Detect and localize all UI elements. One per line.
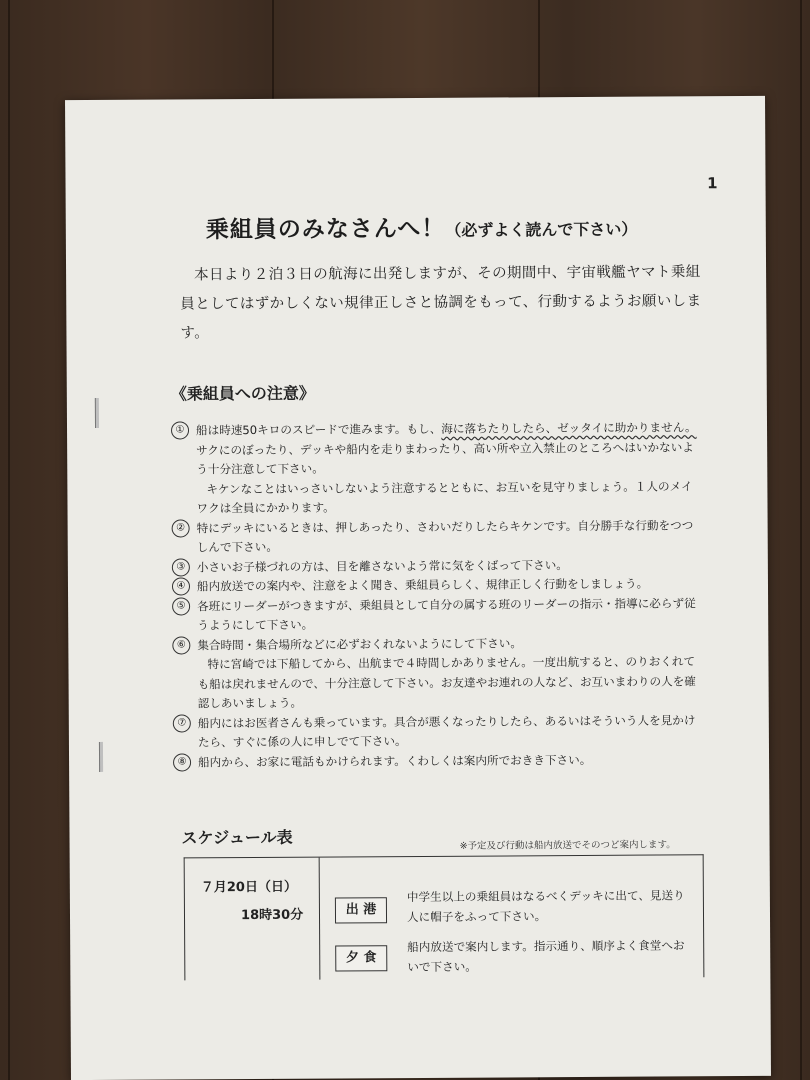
- schedule-time: 18時30分: [240, 907, 304, 924]
- title-main: 乗組員のみなさんへ！: [205, 215, 446, 244]
- note-number: ⑤: [172, 597, 190, 615]
- note-text: 船内にはお医者さんも乗っています。具合が悪くなったりしたら、あるいはそういう人を見かけたら、すぐに係の人に申しでて下さい。: [197, 712, 696, 750]
- event-label: 夕 食: [335, 945, 387, 971]
- note-continuation: 特に宮崎では下船してから、出航まで４時間しかありません。一度出航すると、のりおくれても船は戻れませんので、十分注意して下さい。お友達やお連れの人など、お互いまわりの人を確認しあいましょう。: [197, 654, 696, 711]
- note-text: 特にデッキにいるときは、押しあったり、さわいだりしたらキケンです。自分勝手な行動をつつしんで下さい。: [196, 517, 694, 555]
- note-item: [172, 594, 702, 636]
- notes-list: [171, 418, 703, 772]
- schedule-date: ７月20日（日）: [200, 879, 297, 896]
- note-text: 小さいお子様づれの方は、目を離さないよう常に気をくばって下さい。: [196, 557, 568, 574]
- section-heading: 《乗組員への注意》: [170, 383, 315, 404]
- event-description: 中学生以上の乗組員はなるべくデッキに出て、見送り人に帽子をふって下さい。: [406, 888, 685, 925]
- schedule-title: スケジュール表: [181, 827, 293, 848]
- schedule-table: [184, 854, 705, 980]
- note-number: ②: [172, 519, 190, 537]
- note-emphasis: 海に落ちたりしたら、ゼッタイに助かりません。: [441, 420, 697, 436]
- staple-bottom: [99, 742, 103, 772]
- note-text: 船は時速50キロのスピードで進みます。もし、: [195, 421, 442, 438]
- note-number: ⑧: [173, 753, 191, 771]
- staple-top: [95, 398, 99, 428]
- note-number: ④: [172, 577, 190, 595]
- page-title: [206, 209, 638, 245]
- note-text: 集合時間・集合場所などに必ずおくれないようにして下さい。: [197, 635, 523, 652]
- note-text: 各班にリーダーがつきますが、乗組員として自分の属する班のリーダーの指示・指導に必らず従うようにして下さい。: [197, 595, 696, 633]
- title-sub: （必ずよく読んで下さい）: [445, 219, 638, 240]
- note-continuation: キケンなことはいっさいしないよう注意するとともに、お互いを見守りましょう。１人のメイワクは全員にかかります。: [196, 478, 693, 516]
- schedule-note: ※予定及び行動は船内放送でそのつど案内します。: [459, 839, 676, 852]
- document-page: [65, 96, 771, 1080]
- note-number: ①: [171, 421, 189, 439]
- page-number: 1: [707, 174, 718, 193]
- note-number: ⑥: [172, 636, 190, 654]
- note-number: ③: [172, 558, 190, 576]
- note-item: [172, 516, 702, 558]
- note-text: 船内放送での案内や、注意をよく聞き、乗組員らしく、規律正しく行動をしましょう。: [196, 576, 649, 594]
- schedule-divider: [319, 858, 321, 980]
- note-number: ⑦: [173, 714, 191, 732]
- event-description: 船内放送で案内します。指示通り、順序よく食堂へおいで下さい。: [407, 938, 685, 975]
- note-item: [171, 418, 702, 519]
- note-text: サクにのぼったり、デッキや船内を走りまわったり、高い所や立入禁止のところへはいかないよう十分注意して下さい。: [196, 439, 694, 477]
- note-item: [173, 711, 703, 753]
- note-item: [172, 633, 702, 714]
- note-text: 船内から、お家に電話もかけられます。くわしくは案内所でおきき下さい。: [198, 752, 592, 769]
- event-label: 出 港: [335, 897, 387, 923]
- intro-paragraph: 本日より２泊３日の航海に出発しますが、その期間中、宇宙戦艦ヤマト乗組員としてはずかしくない規律正しさと協調をもって、行動するようお願いします。: [180, 264, 702, 342]
- note-item: [173, 750, 703, 773]
